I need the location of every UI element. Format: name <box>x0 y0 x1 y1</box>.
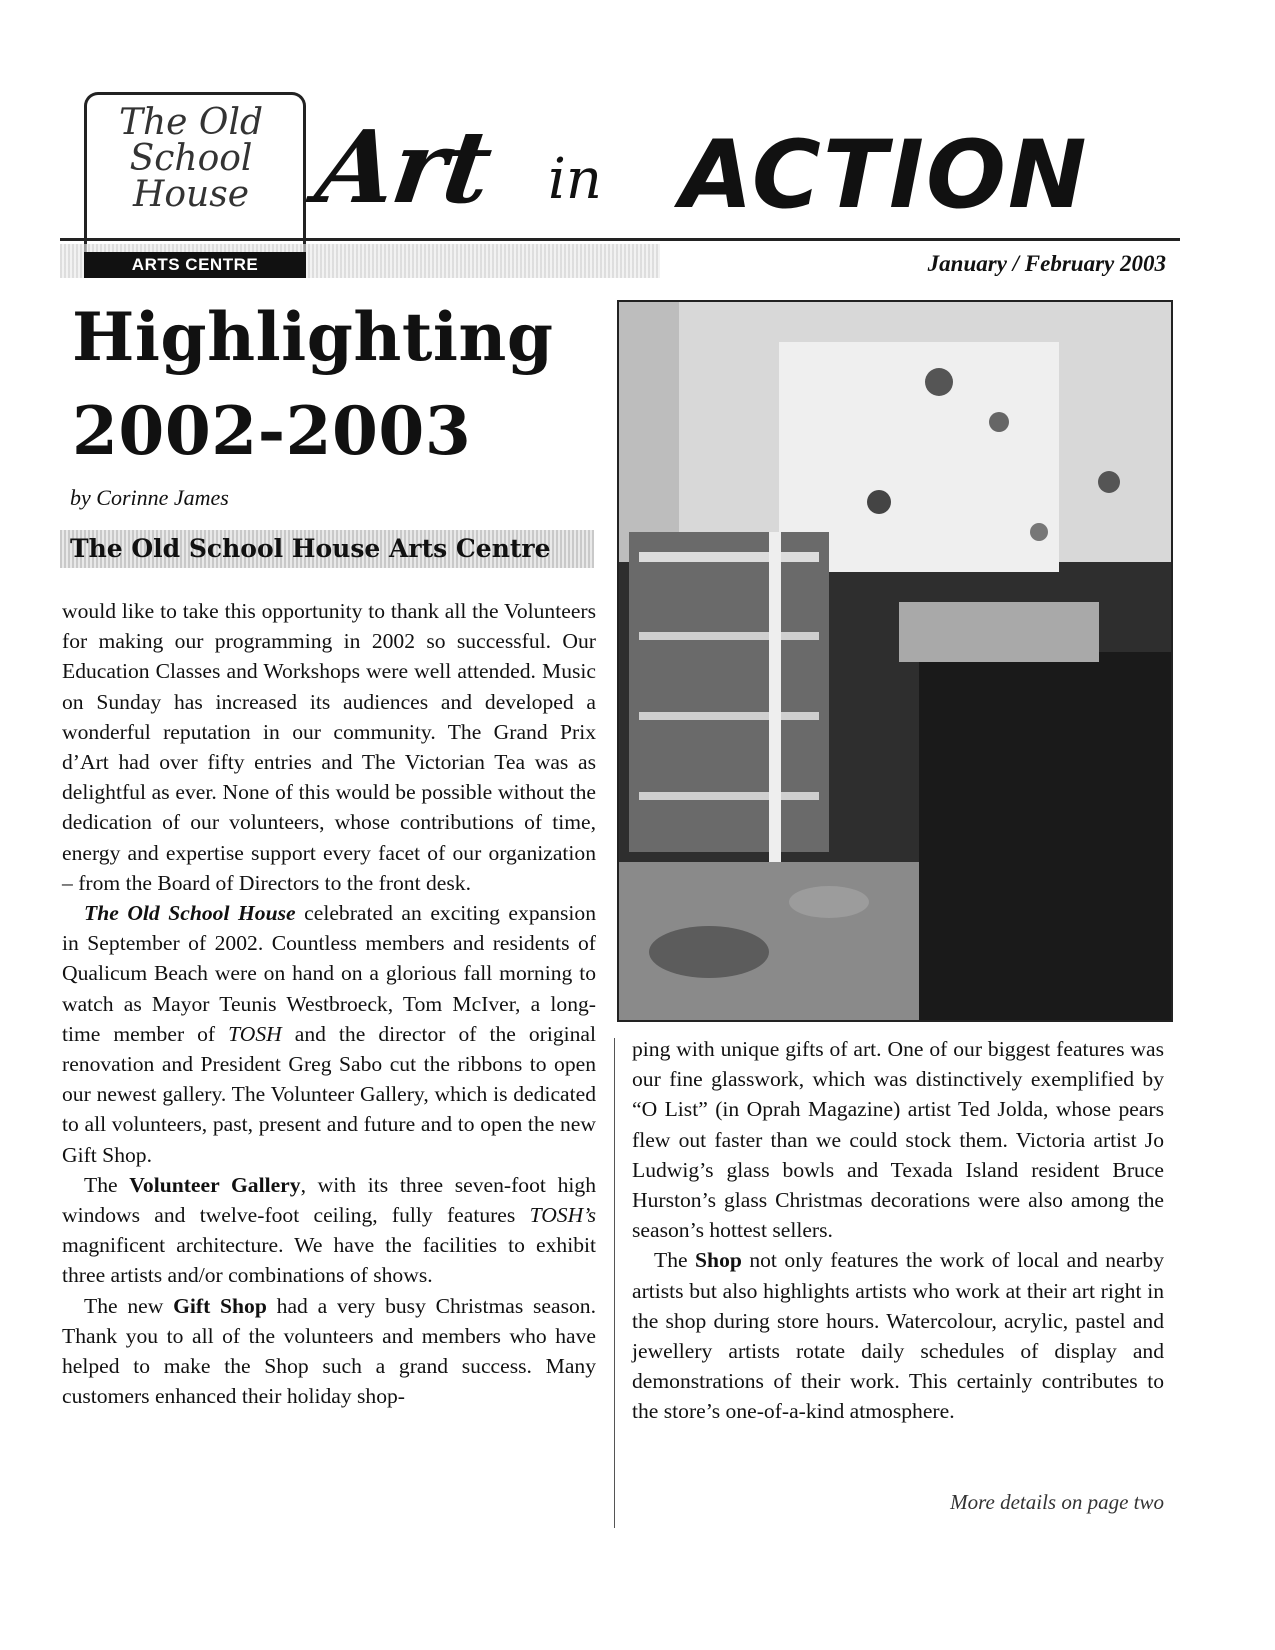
continued-note: More details on page two <box>950 1490 1164 1514</box>
r2-text-a: The <box>654 1248 696 1273</box>
p3-text-a: The <box>84 1172 130 1197</box>
p3-bold: Volunteer Gallery <box>129 1172 301 1197</box>
right-paragraph-1: ping with unique gifts of art. One of our biggest features was our fine glasswork, which was distinctively exemplified by “O List” (in Oprah Magazine) artist Ted Jolda, whose pears flew out faster than we could stock them. Victoria artist Jo Ludwig’s glass bowls and Texada Island resident Bruce Hurston’s glass Christmas decorations were also among the season’s hottest sellers. <box>632 1037 1164 1243</box>
r2-text-b: not only features the work of local and nearby artists but also highlights artists who work at their art right in the shop during store hours. Watercolour, acrylic, pastel and jewellery artists rotate daily schedules of display and demonstrations of their work. This certainly contributes to the store’s one-of-a-kind atmosphere. <box>632 1248 1164 1424</box>
byline: by Corinne James <box>70 485 229 510</box>
p2-tosh: TOSH <box>228 1021 282 1046</box>
left-column <box>62 596 596 1411</box>
logo-script-text: The Old School House <box>118 102 264 215</box>
right-paragraph-2 <box>632 1245 1164 1426</box>
r2-bold: Shop <box>695 1248 742 1273</box>
right-column <box>632 1034 1164 1427</box>
title-in: in <box>548 147 602 212</box>
paragraph-4 <box>62 1291 596 1412</box>
issue-date: January / February 2003 <box>927 251 1166 276</box>
column-divider <box>614 1038 615 1528</box>
p3-tosh: TOSH’s <box>529 1203 596 1228</box>
headline <box>72 290 592 478</box>
subhead: The Old School House Arts Centre <box>70 534 551 563</box>
p4-bold: Gift Shop <box>173 1293 267 1318</box>
p2-lead: The Old School House <box>84 901 296 926</box>
p4-text-a: The new <box>84 1293 174 1318</box>
title-art: Art <box>309 108 497 226</box>
gift-shop-photo <box>617 300 1173 1022</box>
p4-text-b: had a very busy Christmas season. Thank you to all of the volunteers and members who have helped to make the Shop such a grand success. Many customers enhanced their holiday shop- <box>62 1293 596 1409</box>
title-action: ACTION <box>680 121 1089 230</box>
headline-line-1: Highlighting <box>72 298 554 376</box>
p3-text-b: , with its three seven-foot high windows and twelve-foot ceiling, fully features <box>62 1172 597 1228</box>
headline-line-2: 2002-2003 <box>72 392 472 470</box>
masthead-rule <box>60 238 1180 241</box>
p2-text-b: and the director of the original renovation and President Greg Sabo cut the ribbons to open our newest gallery. The Volunteer Gallery, which is dedicated to all volunteers, past, present and future and to open the new Gift Shop. <box>62 1021 597 1167</box>
logo-bar: ARTS CENTRE <box>84 252 306 278</box>
paragraph-1: would like to take this opportunity to thank all the Volunteers for making our programming in 2002 so successful. Our Education Classes and Workshops were well attended. Music on Sunday has increased its audiences and developed a wonderful reputation in our community. The Grand Prix d’Art had over fifty entries and The Victorian Tea was as delightful as ever. None of this would be possible without the dedication of our volunteers, whose contributions of time, energy and expertise support every facet of our organization – from the Board of Directors to the front desk. <box>62 599 596 895</box>
p2-text-a: celebrated an exciting expansion in September of 2002. Countless members and residents of Qualicum Beach were on hand on a glorious fall morning to watch as Mayor Teunis Westbroeck, Tom McIver, a long-time member of <box>62 901 596 1046</box>
paragraph-3 <box>62 1170 596 1291</box>
p3-text-c: magnificent architecture. We have the facilities to exhibit three artists and/or combinations of shows. <box>62 1233 596 1288</box>
paragraph-2 <box>62 898 596 1170</box>
photo-illustration <box>619 302 1171 1020</box>
